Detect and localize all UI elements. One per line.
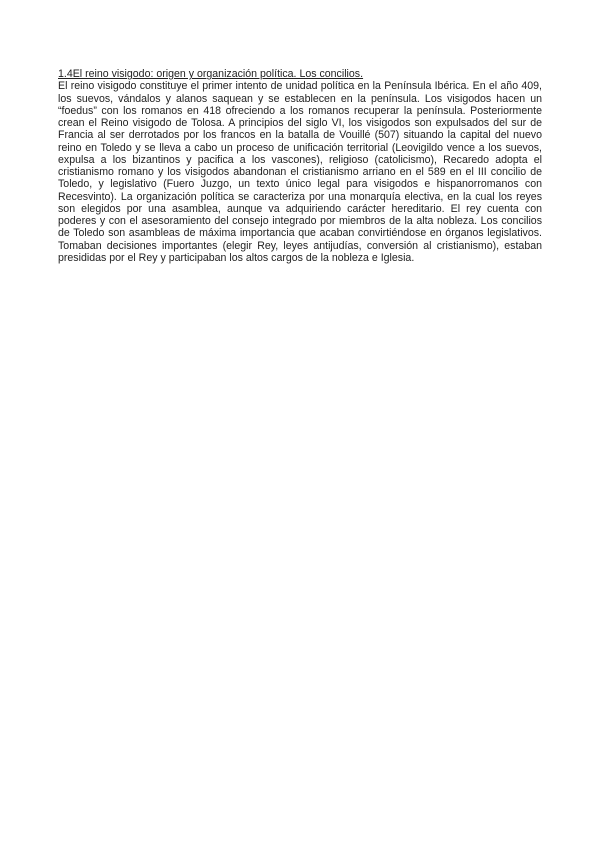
body-paragraph: El reino visigodo constituye el primer intento de unidad política en la Península Ibérica. En el año 409, los suevos, vándalos y alanos saquean y se establecen en la península. Los visigodos hacen un “foedus” con los romanos en 418 ofreciendo a los romanos recuperar la península. Posteriormente crean el Reino visigodo de Tolosa. A principios del siglo VI, los visigodos son expulsados del sur de Francia al ser derrotados por los francos en la batalla de Vouillé (507) situando la capital del nuevo reino en Toledo y se lleva a cabo un proceso de unificación territorial (Leovigildo vence a los suevos, expulsa a los bizantinos y pacifica a los vascones), religioso (catolicismo), Recaredo adopta el cristianismo romano y los visigodos abandonan el cristianismo arriano en el 589 en el III concilio de Toledo, y legislativo (Fuero Juzgo, un texto único legal para visigodos e hispanorromanos con Recesvinto). La organización política se caracteriza por una monarquía electiva, en la cual los reyes son elegidos por una asamblea, aunque va adquiriendo carácter hereditario. El rey cuenta con poderes y con el asesoramiento del consejo integrado por miembros de la alta nobleza. Los concilios de Toledo son asambleas de máxima importancia que acaban convirtiéndose en órganos legislativos. Tomaban decisiones importantes (elegir Rey, leyes antijudías, conversión al cristianismo), estaban presididas por el Rey y participaban los altos cargos de la nobleza e Iglesia. [58,80,542,264]
document-content [58,68,542,264]
section-heading: 1.4El reino visigodo: origen y organización política. Los concilios. [58,68,364,80]
